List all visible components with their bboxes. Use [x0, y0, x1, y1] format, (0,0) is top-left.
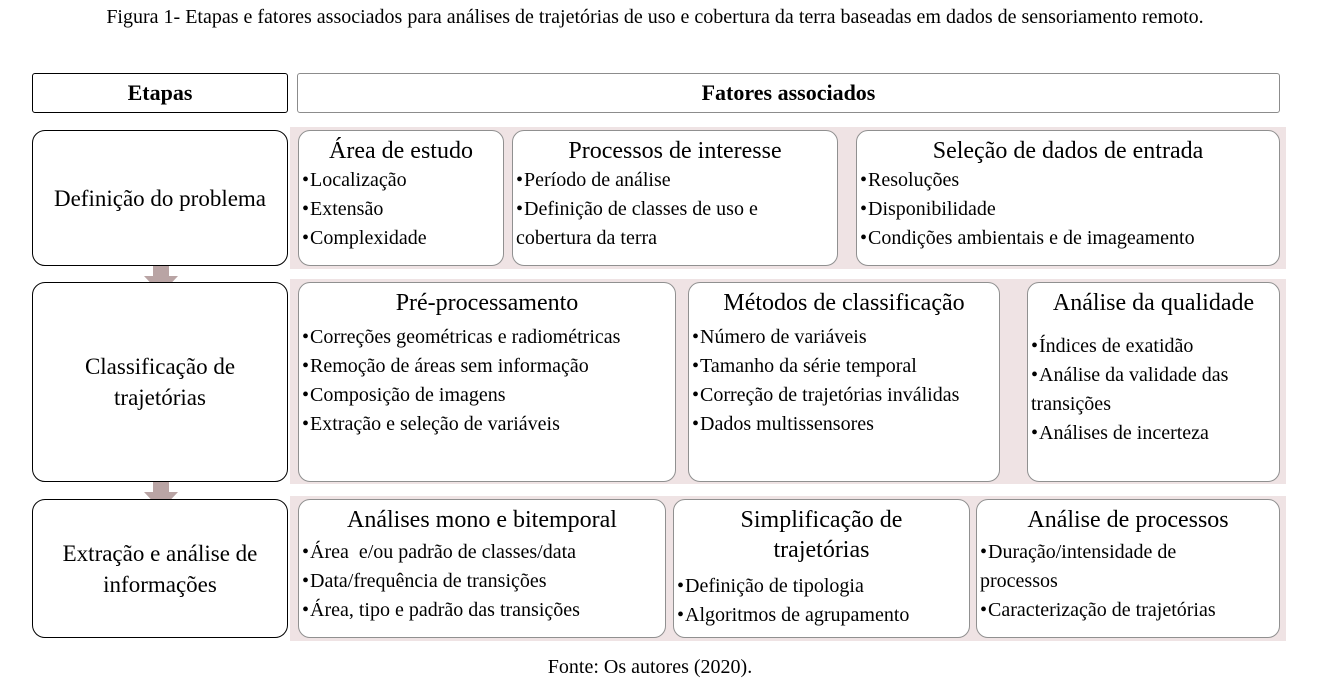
figure-caption: Figura 1- Etapas e fatores associados para análises de trajetórias de uso e cobertura da terra baseadas em dados de sensoriamento remoto. [106, 6, 1204, 28]
list-item: •Caracterização de trajetórias [980, 599, 1216, 621]
factor-area-de-estudo [298, 130, 504, 266]
list-item: •Condições ambientais e de imageamento [860, 227, 1195, 249]
list-item: •Correções geométricas e radiométricas [302, 326, 621, 348]
list-item: •Definição de classes de uso e cobertura da terra [516, 198, 758, 249]
factor-title: Processos de interesse [568, 138, 782, 164]
list-item: •Localização [302, 169, 407, 191]
factor-title: Seleção de dados de entrada [932, 138, 1204, 164]
figure-source: Fonte: Os autores (2020). [547, 656, 753, 678]
factor-title: Métodos de classificação [723, 290, 965, 316]
factor-items [674, 572, 969, 630]
header-fatores-associados: Fatores associados [297, 73, 1280, 113]
list-item: •Composição de imagens [302, 384, 506, 406]
list-item: •Índices de exatidão [1031, 335, 1194, 357]
list-item: •Análises de incerteza [1031, 422, 1209, 444]
factor-items [689, 323, 999, 439]
factor-items [299, 166, 503, 253]
list-item: •Algoritmos de agrupamento [677, 604, 910, 626]
step-label: Definição do problema [53, 185, 267, 211]
factor-analises-mono-e-bitemporal [298, 499, 666, 638]
list-item: •Área e/ou padrão de classes/data [302, 541, 577, 563]
list-item: •Extração e seleção de variáveis [302, 413, 560, 435]
step-label: Extração e análise de informações [62, 540, 258, 597]
factor-items [857, 166, 1279, 253]
factor-title: Área de estudo [329, 138, 473, 164]
factor-items [513, 166, 837, 253]
list-item: •Duração/intensidade de processos [980, 541, 1177, 592]
factor-title: Simplificação de trajetórias [740, 507, 903, 563]
list-item: •Resoluções [860, 169, 960, 191]
header-etapas: Etapas [32, 73, 288, 113]
list-item: •Disponibilidade [860, 198, 996, 220]
list-item: •Período de análise [516, 169, 671, 191]
factor-metodos-de-classificacao [688, 282, 1000, 482]
step-extracao-e-analise [32, 499, 288, 638]
factor-items [299, 538, 665, 625]
factor-processos-de-interesse [512, 130, 838, 266]
factor-title: Análise da qualidade [1052, 290, 1255, 316]
list-item: •Extensão [302, 198, 384, 220]
list-item: •Remoção de áreas sem informação [302, 355, 589, 377]
factor-items [977, 538, 1279, 625]
factor-analise-da-qualidade [1027, 282, 1280, 482]
list-item: •Área, tipo e padrão das transições [302, 599, 580, 621]
list-item: •Correção de trajetórias inválidas [692, 384, 960, 406]
list-item: •Tamanho da série temporal [692, 355, 917, 377]
list-item: •Dados multissensores [692, 413, 874, 435]
step-label: Classificação de trajetórias [84, 354, 236, 410]
factor-selecao-de-dados-de-entrada [856, 130, 1280, 266]
list-item: •Data/frequência de transições [302, 570, 547, 592]
factor-title: Análise de processos [1027, 507, 1229, 533]
factor-items [1028, 332, 1279, 448]
list-item: •Análise da validade das transições [1031, 364, 1229, 415]
factor-title: Pré-processamento [395, 290, 579, 316]
step-classificacao-de-trajetorias [32, 282, 288, 482]
factor-simplificacao-de-trajetorias [673, 499, 970, 638]
factor-items [299, 323, 675, 439]
list-item: •Definição de tipologia [677, 575, 864, 597]
list-item: •Número de variáveis [692, 326, 867, 348]
factor-analise-de-processos [976, 499, 1280, 638]
factor-pre-processamento [298, 282, 676, 482]
factor-title: Análises mono e bitemporal [347, 507, 617, 533]
step-definicao-do-problema [32, 130, 288, 266]
list-item: •Complexidade [302, 227, 427, 249]
